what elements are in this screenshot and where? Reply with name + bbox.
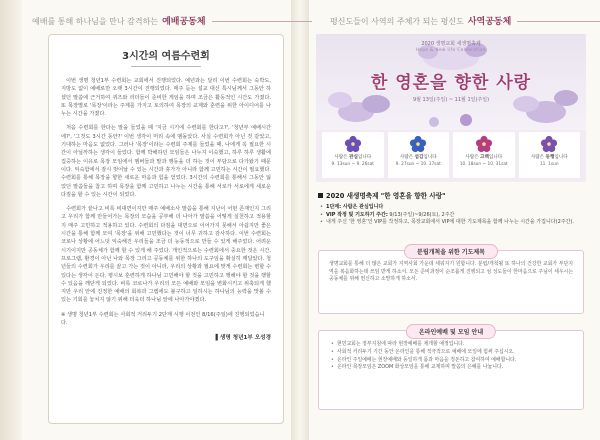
flower-icon — [409, 135, 427, 153]
stage-card — [322, 132, 384, 178]
list-item: • 현민교회는 정부지침에 따라 현장예배를 제개할 예정입니다. — [329, 341, 573, 349]
stage-label: 사람은 동행입니다 — [530, 155, 568, 160]
left-header-title: 예배공동체 — [162, 17, 206, 27]
banner-kicker-english: Hope & New life Celebration — [415, 47, 487, 52]
flower-icon — [344, 135, 362, 153]
book-gutter — [291, 0, 309, 440]
stage-card — [519, 132, 581, 178]
right-running-header — [330, 14, 600, 28]
prayer-section-title: 분립개척을 위한 기도제목 — [404, 244, 498, 259]
list-item: • 온라인 주일예배는 현장예배와 동일하게 몸과 마음을 정돈하고 참여하여 예배합니다. — [329, 357, 573, 365]
stage-card — [453, 132, 515, 178]
article-paragraph: 수련회가 끝나고 비록 비대면이지만 매주 예배소사 말씀을 통해 지난이 어떤 존재인지 그리고 우리가 함께 만들어가는 목장의 모습을 공부해 더 나아가 말씀을 어떻게 실천하고 적용할지 매주 고민하고 적용하고 있다. 수련회의 다짐을 대면으로 이어가지 못해서 아쉽지만 좋은 시간을 통해 함께 모여 '목장'을 위해 고민했다는 것이 너무 귀하고 감사하다. 이번 수련회는 코로나 상황에 어느덧 익숙해진 우리들을 조금 더 능동적으로 만들 수 있게 해주었다. 어려운 시기이지만 공동체가 함께 할 수 있게 해 주었다. 개인적으로는 수련회에서 중요한 것은 시간, 프로그램, 환경이 아닌 나와 목장 그리고 공동체를 위한 하나의 도구임을 확실히 깨달았다. 청년들의 수련회가 우리를 끝고 가는 것이 아니라, 우리의 상황과 필요에 맞게 수련회는 변할 수 있다는 생각이 든다. 평시보 훈련하게 하나님 고민해야 할 것을 고민하고 행해야 할 것을 행할 수 있음을 깨닫게 되었다. 비록 코로나가 우리의 모든 예배와 모임을 변화시키고 위축되게 했지만 우리 안에 진정한 예배의 회복과 그렘에도 불구하고 일하시는 하나님의 능력을 맛볼 수 있는 기회를 놓치지 않기 위해 더욱더 하나님 앞에 나아가야겠다. — [61, 206, 271, 304]
stage-date: 9. 13sun ~ 9. 26sat — [331, 162, 374, 167]
square-bullet-icon — [318, 193, 323, 198]
event-item: • VIP 작정 및 기도하기 주간: 9/13(주일)~9/26(토), 2주간 — [318, 212, 584, 220]
stage-label: 사람은 고백입니다 — [465, 155, 503, 160]
page-edge-left — [0, 0, 22, 440]
article-paragraph: 이번 생명 청년1부 수련회는 교회에서 진행되었다. 예년과는 달리 이번 수련회는 숙박도, 지방도 없이 예배로만 오랫 3시간이 진행되었다. 매주 듣는 설교 대신 특시님께서 그동안 하셨던 말씀에 근거하여 퀴즈와 리더들이 준비한 게임을 하며 조금은 활동적인 시간도 가졌다. 또 목장별로 '목장'이라는 주제를 가지고 토의하여 목장의 교제와 훈련을 위한 아이디어를 나누는 시간을 가졌다. — [61, 78, 271, 118]
prayer-section-text: 생명교회를 통해 더 많은 교회가 지역사회 가운데 세워지기 원합니다. 분립/개척될 또 하나의 건강한 교회가 부단지역을 복음화하는데 쓰임 받게 하소서. 모든 준비과정이 순조롭게 진행되고 섬 성도들이 한마음으로 주님이 세우시는 공동체를 위해 헌신하고 소망하게 하소서. — [329, 261, 573, 283]
event-item: • 1단계: 사람은 관심입니다 — [318, 204, 584, 212]
event-item: • 내게 주신 ‘한 영혼’인 VIP를 작정하고, 목장교회에서 VIP에 대한 기도제목을 함께 나누는 시간을 가집니다(2주간). — [318, 219, 584, 227]
banner-title: 한 영혼을 향한 사랑 — [370, 73, 532, 93]
flower-icon — [540, 135, 558, 153]
header-rule — [212, 21, 312, 22]
festival-banner — [316, 34, 586, 182]
list-item: • 사회적 거리두기 기간 동안 온라인을 통해 적극적으로 예배에 모일에 힘써 주십시오. — [329, 349, 573, 357]
article-title: 3시간의 여름수련회 — [61, 47, 271, 67]
flower-icon — [475, 135, 493, 153]
signature-text: 생명 청년1부 오성경 — [219, 334, 271, 341]
banner-date: 9월 13일(주일) ~ 11월 1일(주일) — [412, 97, 490, 103]
online-section-title: 온라인예배 및 모임 안내 — [406, 324, 496, 339]
right-header-title: 사역공동체 — [467, 17, 512, 27]
stage-date: 11. 1sun — [539, 162, 559, 167]
stage-date: 9. 27sun ~ 10. 17sat — [395, 162, 441, 167]
event-info — [318, 190, 584, 227]
prayer-section — [318, 250, 584, 314]
left-header-subtitle: 예배를 통해 하나님을 만나 감격하는 — [32, 17, 159, 26]
right-header-subtitle: 평신도들이 사역의 주체가 되는 평신도 — [330, 17, 464, 26]
header-rule — [517, 21, 600, 22]
article-note: ※ 생명 청년1부 수련회는 사회적 거리두기 2단계 시행 이전인 8/16(주일)에 진행되었습니다. — [61, 311, 265, 326]
stage-date: 10. 18sun ~ 10. 31sat — [459, 162, 508, 167]
online-section — [318, 330, 584, 410]
article-signature: ▌생명 청년1부 오성경 — [215, 334, 271, 341]
stage-cards — [322, 132, 580, 178]
list-item: • 온라인 목장모임은 ZOOM 화상모임을 통해 교제하며 말씀의 은혜를 나눕니다. — [329, 364, 573, 372]
article-box — [48, 34, 284, 424]
event-title: 2020 새생명축제 "한 영혼을 향한 사랑" — [318, 190, 584, 200]
article-paragraph: 처음 수련회를 한다는 말을 들었을 때 '지금 시기에 수련회를 한다고?', '청년부 예배시간에?', '그것도 3시간 동안?' 이번 생각이 머리 속에 맴돌았다. 사실 수련회가 아닌 것 같았고, 기대하는 마음도 없었다. 그러나 '목장'이라는 수련회 주제를 들었을 때, 나에게 꼭 필요한 시간이 아닐까하는 생각이 들었다. 함께 박해하던 모임들은 나누지 이숙했고, 하루 하루 생활에 집중하는 이유로 목장 모임에서 멤버들과 말과 행동을 더 하는 것이 부담으로 다가왔기 때문이다. 익숙함에서 잠시 벗어날 수 있는 시간과 휴가가 아니라 함께 고민하는 시간이 필요했다. 수련회를 통해 목장을 향한 새로운 마음과 힘을 얻었다. 3시간의 수련회를 통해서 그동안 잃었던 말씀들을 참고 하며 목장을 함께 고민하고 나누는 시간을 통해 서로가 서로에게 새로운 다짐을 할 수 있는 시간이 되었다. — [61, 125, 271, 198]
stage-label: 사람은 관심입니다 — [334, 155, 372, 160]
banner-kicker: 2020 생명교회 새생명축제 — [421, 41, 481, 47]
stage-card — [388, 132, 450, 178]
left-running-header — [32, 14, 312, 28]
stage-label: 사람은 섬김입니다 — [399, 155, 437, 160]
